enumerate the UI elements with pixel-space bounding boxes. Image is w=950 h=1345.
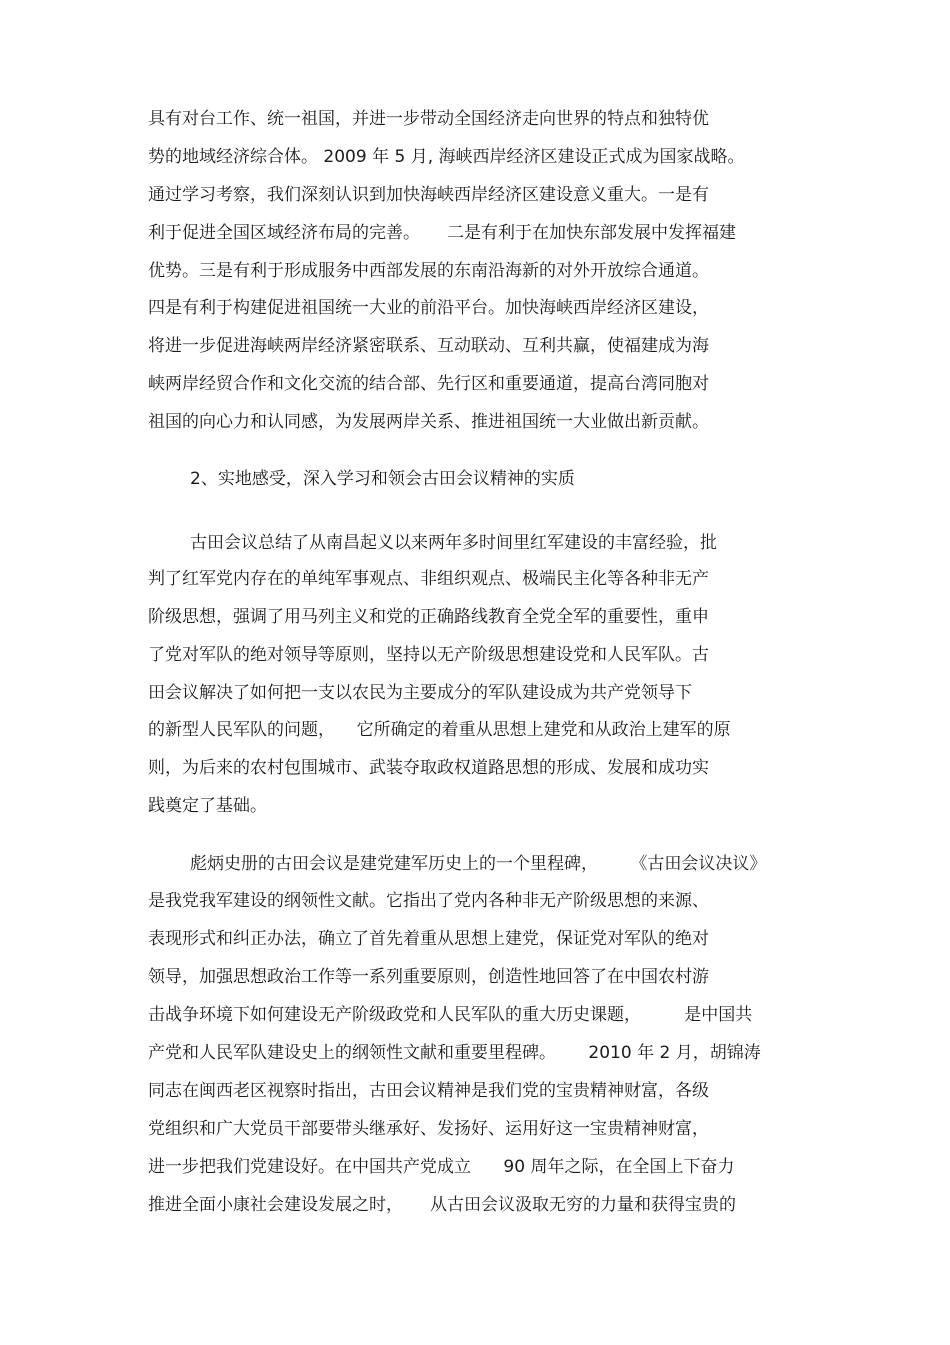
text-line: 田会议解决了如何把一支以农民为主要成分的军队建设成为共产党领导下: [148, 683, 692, 703]
text-line: 则，为后来的农村包围城市、武装夺取政权道路思想的形成、发展和成功实: [148, 758, 709, 778]
text-line: 古田会议总结了从南昌起义以来两年多时间里红军建设的丰富经验，批: [190, 533, 717, 553]
text-line: 阶级思想，强调了用马列主义和党的正确路线教育全党全军的重要性，重申: [148, 607, 709, 627]
text-line: 判了红军党内存在的单纯军事观点、非组织观点、极端民主化等各种非无产: [148, 569, 709, 589]
text-line: 践奠定了基础。: [148, 796, 267, 816]
text-line: 进一步把我们党建设好。在中国共产党成立 90 周年之际，在全国上下奋力: [148, 1157, 735, 1177]
text-line: 了党对军队的绝对领导等原则，坚持以无产阶级思想建设党和人民军队。古: [148, 645, 709, 665]
text-line: 祖国的向心力和认同感，为发展两岸关系、推进祖国统一大业做出新贡献。: [148, 412, 709, 432]
text-line: 具有对台工作、统一祖国，并进一步带动全国经济走向世界的特点和独特优: [148, 109, 709, 129]
text-line: 是我党我军建设的纲领性文献。它指出了党内各种非无产阶级思想的来源、: [148, 891, 709, 911]
text-line: 表现形式和纠正办法，确立了首先着重从思想上建党，保证党对军队的绝对: [148, 929, 709, 949]
text-line: 推进全面小康社会建设发展之时， 从古田会议汲取无穷的力量和获得宝贵的: [148, 1195, 737, 1215]
text-line: 领导，加强思想政治工作等一系列重要原则，创造性地回答了在中国农村游: [148, 967, 709, 987]
text-line: 党组织和广大党员干部要带头继承好、发扬好、运用好这一宝贵精神财富，: [148, 1119, 709, 1139]
text-line: 优势。三是有利于形成服务中西部发展的东南沿海新的对外开放综合通道。: [148, 261, 709, 281]
text-line: 击战争环境下如何建设无产阶级政党和人民军队的重大历史课题， 是中国共: [148, 1005, 753, 1025]
text-line: 的新型人民军队的问题， 它所确定的着重从思想上建党和从政治上建军的原: [148, 720, 731, 740]
text-line: 彪炳史册的古田会议是建党建军历史上的一个里程碑， 《古田会议决议》: [190, 854, 767, 874]
text-line: 四是有利于构建促进祖国统一大业的前沿平台。加快海峡西岸经济区建设，: [148, 298, 709, 318]
text-line: 产党和人民军队建设史上的纲领性文献和重要里程碑。 2010 年 2 月，胡锦涛: [148, 1043, 761, 1063]
section-heading: 2、实地感受，深入学习和领会古田会议精神的实质: [190, 469, 575, 489]
text-line: 同志在闽西老区视察时指出，古田会议精神是我们党的宝贵精神财富，各级: [148, 1081, 709, 1101]
text-line: 将进一步促进海峡两岸经济紧密联系、互动联动、互利共赢，使福建成为海: [148, 336, 709, 356]
text-line: 利于促进全国区域经济布局的完善。 二是有利于在加快东部发展中发挥福建: [148, 223, 737, 243]
text-line: 通过学习考察，我们深刻认识到加快海峡西岸经济区建设意义重大。一是有: [148, 185, 709, 205]
text-line: 峡两岸经贸合作和文化交流的结合部、先行区和重要通道，提高台湾同胞对: [148, 374, 709, 394]
text-line: 势的地域经济综合体。 2009 年 5 月, 海峡西岸经济区建设正式成为国家战略。: [148, 147, 745, 167]
